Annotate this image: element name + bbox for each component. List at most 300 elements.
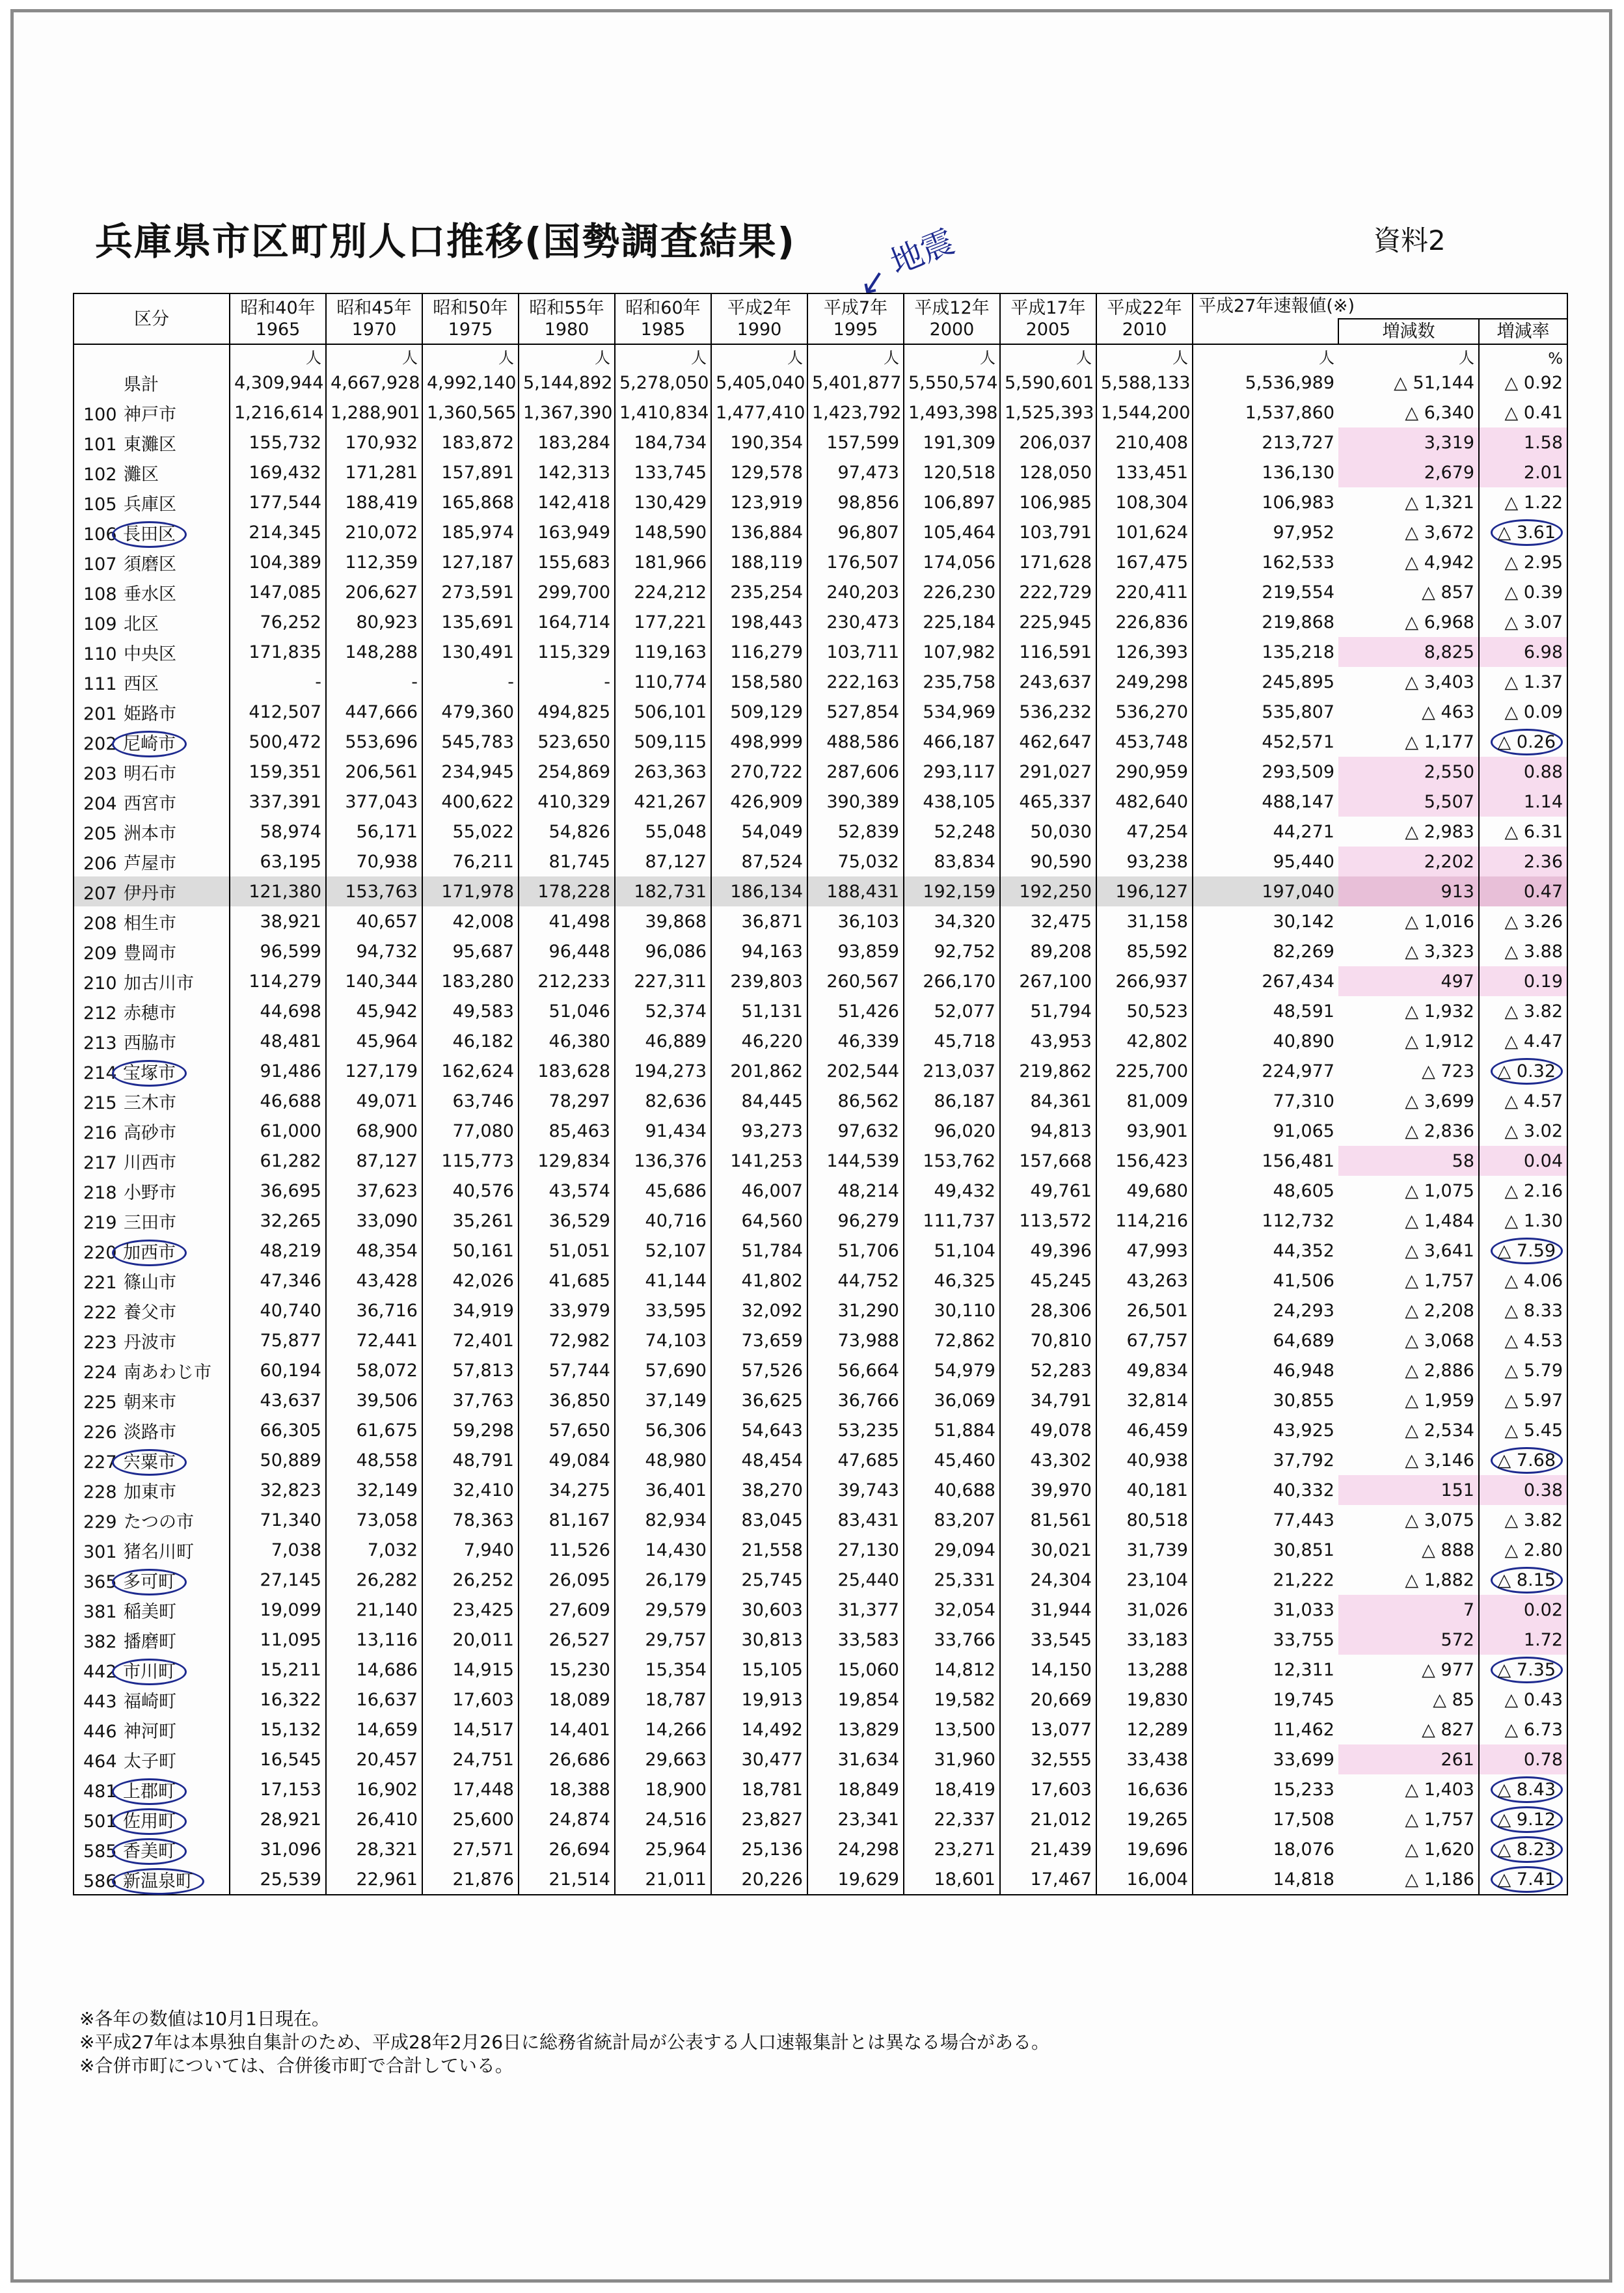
change-rate-header: 増減率 — [1479, 319, 1567, 344]
population-cell: 36,103 — [807, 906, 904, 936]
population-cell: 183,280 — [422, 966, 519, 996]
population-cell: 46,889 — [615, 1026, 711, 1056]
population-cell: 52,374 — [615, 996, 711, 1026]
table-row — [74, 1176, 1567, 1206]
district-cell — [74, 1535, 230, 1565]
population-cell: 226,230 — [904, 577, 1000, 607]
population-cell: 174,056 — [904, 547, 1000, 577]
population-cell: 45,460 — [904, 1445, 1000, 1475]
population-cell: 40,688 — [904, 1475, 1000, 1505]
district-name: 市川町 — [112, 1659, 187, 1685]
population-cell: 18,089 — [519, 1685, 615, 1715]
population-cell: 51,131 — [711, 996, 807, 1026]
district-name: 須磨区 — [124, 554, 176, 575]
population-cell: 13,829 — [807, 1715, 904, 1744]
population-cell: 31,158 — [1096, 906, 1193, 936]
population-cell: 136,884 — [711, 517, 807, 547]
district-cell — [74, 1834, 230, 1864]
circled-rate-value: △ 3.61 — [1491, 519, 1563, 546]
page-title: 兵庫県市区町別人口推移(国勢調査結果) — [95, 219, 796, 264]
population-cell: 32,149 — [326, 1475, 422, 1505]
population-cell: 33,583 — [807, 1625, 904, 1655]
population-cell: 54,049 — [711, 817, 807, 847]
year-header: 昭和40年 1965 — [230, 293, 326, 344]
population-cell: 235,254 — [711, 577, 807, 607]
population-cell: 76,252 — [230, 607, 326, 637]
population-cell: 509,129 — [711, 697, 807, 727]
district-cell — [74, 697, 230, 727]
population-cell: 31,739 — [1096, 1535, 1193, 1565]
population-cell: 509,115 — [615, 727, 711, 757]
unit-label: 人 — [1338, 344, 1479, 368]
change-rate-cell: △ 5.79 — [1479, 1355, 1567, 1385]
population-cell: 13,288 — [1096, 1655, 1193, 1685]
population-cell: 40,181 — [1096, 1475, 1193, 1505]
year-header: 平成7年 1995 — [807, 293, 904, 344]
district-name: 佐用町 — [112, 1808, 187, 1835]
population-cell: 136,376 — [615, 1146, 711, 1176]
table-row — [74, 697, 1567, 727]
population-cell: 24,304 — [1000, 1565, 1096, 1595]
district-name: 相生市 — [124, 913, 176, 934]
district-code: 201 — [83, 703, 117, 724]
population-cell: 219,868 — [1262, 612, 1334, 632]
population-cell: 213,037 — [904, 1056, 1000, 1086]
district-name: 姫路市 — [124, 703, 176, 724]
population-cell: 136,130 — [1262, 462, 1334, 483]
population-cell: 49,396 — [1000, 1236, 1096, 1266]
population-cell: 42,802 — [1096, 1026, 1193, 1056]
change-rate-cell: △ 3.82 — [1479, 1505, 1567, 1535]
population-cell: 64,689 — [1273, 1330, 1334, 1351]
population-cell: 19,745 — [1273, 1689, 1334, 1710]
district-name: 灘区 — [124, 464, 159, 485]
population-cell: 235,758 — [904, 667, 1000, 697]
district-cell — [74, 996, 230, 1026]
population-cell: 536,232 — [1000, 697, 1096, 727]
population-cell: 55,048 — [615, 817, 711, 847]
change-count-cell: △ 1,177 — [1338, 727, 1479, 757]
unit-label: 人 — [326, 344, 422, 368]
population-cell: 49,078 — [1000, 1415, 1096, 1445]
district-name: 芦屋市 — [124, 853, 176, 874]
population-cell: 93,859 — [807, 936, 904, 966]
district-cell — [74, 1355, 230, 1385]
population-cell: 63,195 — [230, 847, 326, 876]
circled-rate-value: △ 8.15 — [1491, 1567, 1563, 1594]
table-row — [74, 457, 1567, 487]
change-count-cell: △ 1,932 — [1338, 996, 1479, 1026]
population-cell: 48,214 — [807, 1176, 904, 1206]
population-cell: 14,812 — [904, 1655, 1000, 1685]
population-cell: 267,434 — [1262, 971, 1334, 992]
district-cell — [74, 368, 230, 398]
population-cell: 438,105 — [904, 787, 1000, 817]
table-row — [74, 1325, 1567, 1355]
population-cell: 178,228 — [519, 876, 615, 906]
population-cell: 36,625 — [711, 1385, 807, 1415]
population-cell: 30,110 — [904, 1296, 1000, 1325]
population-cell: 147,085 — [230, 577, 326, 607]
table-row — [74, 1236, 1567, 1266]
change-rate-cell: 0.88 — [1479, 757, 1567, 787]
district-name: 猪名川町 — [124, 1541, 194, 1562]
change-count-cell: △ 2,886 — [1338, 1355, 1479, 1385]
population-cell: 44,752 — [807, 1266, 904, 1296]
change-rate-cell: 0.04 — [1479, 1146, 1567, 1176]
population-cell: 48,354 — [326, 1236, 422, 1266]
header-row — [74, 293, 1567, 319]
population-cell: 183,628 — [519, 1056, 615, 1086]
year-header: 平成22年 2010 — [1096, 293, 1193, 344]
population-cell: 21,011 — [615, 1864, 711, 1895]
population-cell: 15,230 — [519, 1655, 615, 1685]
population-cell: 201,862 — [711, 1056, 807, 1086]
population-cell: 14,401 — [519, 1715, 615, 1744]
population-cell: 19,099 — [230, 1595, 326, 1625]
population-cell: 18,419 — [904, 1774, 1000, 1804]
change-rate-cell — [1479, 1804, 1567, 1834]
population-cell: 39,743 — [807, 1475, 904, 1505]
table-row — [74, 398, 1567, 427]
change-count-cell: 58 — [1338, 1146, 1479, 1176]
population-cell: 171,281 — [326, 457, 422, 487]
population-cell: 19,582 — [904, 1685, 1000, 1715]
population-cell: 222,163 — [807, 667, 904, 697]
population-cell: 227,311 — [615, 966, 711, 996]
district-code: 219 — [83, 1212, 117, 1233]
population-cell: 46,220 — [711, 1026, 807, 1056]
population-cell: 26,282 — [326, 1565, 422, 1595]
district-name: 東灘区 — [124, 434, 176, 455]
population-cell: 21,140 — [326, 1595, 422, 1625]
change-rate-cell: △ 3.82 — [1479, 996, 1567, 1026]
population-cell: 188,119 — [711, 547, 807, 577]
population-cell: 72,401 — [422, 1325, 519, 1355]
table-row — [74, 1026, 1567, 1056]
population-cell: 48,558 — [326, 1445, 422, 1475]
population-cell: 29,094 — [904, 1535, 1000, 1565]
population-cell: 240,203 — [807, 577, 904, 607]
population-cell: 32,814 — [1096, 1385, 1193, 1415]
district-code: 382 — [83, 1631, 117, 1652]
table-row — [74, 1834, 1567, 1864]
district-code: 365 — [83, 1571, 117, 1592]
district-cell — [74, 1176, 230, 1206]
population-cell: 25,539 — [230, 1864, 326, 1895]
population-cell: 67,757 — [1096, 1325, 1193, 1355]
population-cell: 133,451 — [1096, 457, 1193, 487]
population-cell: 14,659 — [326, 1715, 422, 1744]
population-cell: 33,755 — [1273, 1629, 1334, 1650]
population-cell: 36,766 — [807, 1385, 904, 1415]
change-rate-cell: 0.47 — [1479, 876, 1567, 906]
population-cell: 14,818 — [1193, 1864, 1338, 1895]
population-cell: 31,033 — [1273, 1599, 1334, 1620]
population-cell: 57,813 — [422, 1355, 519, 1385]
district-name: 神戸市 — [124, 404, 176, 425]
population-cell: 17,448 — [422, 1774, 519, 1804]
population-cell: 181,966 — [615, 547, 711, 577]
population-cell: 23,104 — [1096, 1565, 1193, 1595]
population-cell: 78,297 — [519, 1086, 615, 1116]
change-count-cell: △ 4,942 — [1338, 547, 1479, 577]
population-cell: 482,640 — [1096, 787, 1193, 817]
population-cell: 21,012 — [1000, 1804, 1096, 1834]
change-rate-cell: △ 2.95 — [1479, 547, 1567, 577]
population-cell: 188,419 — [326, 487, 422, 517]
population-cell: 97,473 — [807, 457, 904, 487]
population-cell: 39,970 — [1000, 1475, 1096, 1505]
population-cell: 452,571 — [1262, 731, 1334, 752]
district-cell — [74, 607, 230, 637]
population-cell: 43,302 — [1000, 1445, 1096, 1475]
population-cell: 96,279 — [807, 1206, 904, 1236]
district-code: 221 — [83, 1272, 117, 1293]
population-cell: 220,411 — [1096, 577, 1193, 607]
district-name: 篠山市 — [124, 1272, 176, 1293]
district-cell — [74, 517, 230, 547]
population-cell: 162,533 — [1262, 552, 1334, 573]
district-cell — [74, 966, 230, 996]
district-cell — [74, 936, 230, 966]
population-cell: 30,142 — [1273, 911, 1334, 932]
population-cell: 31,290 — [807, 1296, 904, 1325]
change-rate-cell: △ 2.16 — [1479, 1176, 1567, 1206]
population-cell: 42,008 — [422, 906, 519, 936]
change-rate-cell: △ 4.47 — [1479, 1026, 1567, 1056]
population-cell: 81,167 — [519, 1505, 615, 1535]
change-count-cell: △ 857 — [1338, 577, 1479, 607]
district-code: 443 — [83, 1691, 117, 1712]
table-row — [74, 1685, 1567, 1715]
district-code: 301 — [83, 1541, 117, 1562]
table-row — [74, 1565, 1567, 1595]
population-cell: 182,731 — [615, 876, 711, 906]
population-cell: 74,103 — [615, 1325, 711, 1355]
population-cell: 4,992,140 — [422, 368, 519, 398]
change-count-cell: △ 723 — [1338, 1056, 1479, 1086]
district-cell — [74, 1685, 230, 1715]
population-cell: 51,046 — [519, 996, 615, 1026]
population-cell: 198,443 — [711, 607, 807, 637]
population-cell: 95,687 — [422, 936, 519, 966]
table-row — [74, 517, 1567, 547]
population-cell: 164,714 — [519, 607, 615, 637]
population-cell: 16,637 — [326, 1685, 422, 1715]
district-name: 長田区 — [112, 521, 187, 548]
district-cell — [74, 1086, 230, 1116]
district-name: 播磨町 — [124, 1631, 176, 1652]
population-cell: 239,803 — [711, 966, 807, 996]
district-name: 上郡町 — [112, 1778, 187, 1805]
circled-rate-value: △ 7.68 — [1491, 1447, 1563, 1474]
population-cell: 34,275 — [519, 1475, 615, 1505]
change-count-cell: △ 1,403 — [1338, 1774, 1479, 1804]
population-cell: 11,526 — [519, 1535, 615, 1565]
district-cell — [74, 876, 230, 906]
document-label: 資料2 — [1374, 224, 1446, 256]
population-cell: - — [519, 667, 615, 697]
population-cell: 33,090 — [326, 1206, 422, 1236]
population-table — [73, 293, 1568, 1895]
change-rate-cell: △ 4.53 — [1479, 1325, 1567, 1355]
population-cell: 112,359 — [326, 547, 422, 577]
district-cell — [74, 637, 230, 667]
district-cell — [74, 398, 230, 427]
population-cell: 54,826 — [519, 817, 615, 847]
population-cell: 31,960 — [904, 1744, 1000, 1774]
population-cell: 77,310 — [1273, 1091, 1334, 1111]
unit-label: 人 — [519, 344, 615, 368]
population-cell: 157,668 — [1000, 1146, 1096, 1176]
population-cell: 19,913 — [711, 1685, 807, 1715]
district-name: 三木市 — [124, 1092, 176, 1113]
population-cell: 83,431 — [807, 1505, 904, 1535]
district-code: 202 — [83, 733, 117, 754]
population-cell: 30,477 — [711, 1744, 807, 1774]
population-cell: 128,050 — [1000, 457, 1096, 487]
population-cell: 43,574 — [519, 1176, 615, 1206]
population-cell: 45,942 — [326, 996, 422, 1026]
year-header: 平成17年 2005 — [1000, 293, 1096, 344]
population-cell: 59,298 — [422, 1415, 519, 1445]
population-cell: 66,305 — [230, 1415, 326, 1445]
population-cell: 57,690 — [615, 1355, 711, 1385]
unit-label: 人 — [422, 344, 519, 368]
population-cell: 11,462 — [1273, 1719, 1334, 1740]
table-row — [74, 667, 1567, 697]
population-cell: 24,751 — [422, 1744, 519, 1774]
population-cell: 70,810 — [1000, 1325, 1096, 1355]
population-cell: 12,289 — [1096, 1715, 1193, 1744]
table-row — [74, 1415, 1567, 1445]
population-cell: 95,440 — [1273, 851, 1334, 872]
population-cell: 34,791 — [1000, 1385, 1096, 1415]
change-rate-cell — [1479, 1565, 1567, 1595]
population-cell: 225,184 — [904, 607, 1000, 637]
population-cell: 111,737 — [904, 1206, 1000, 1236]
change-rate-cell — [1479, 727, 1567, 757]
population-cell: 25,331 — [904, 1565, 1000, 1595]
table-row — [74, 1655, 1567, 1685]
population-cell: 57,744 — [519, 1355, 615, 1385]
population-cell: 20,669 — [1000, 1685, 1096, 1715]
population-cell: 1,288,901 — [326, 398, 422, 427]
population-cell: 155,683 — [519, 547, 615, 577]
population-cell: 61,675 — [326, 1415, 422, 1445]
table-row — [74, 1385, 1567, 1415]
district-name: 加西市 — [112, 1240, 187, 1266]
change-rate-cell: 1.58 — [1479, 427, 1567, 457]
population-cell: 190,354 — [711, 427, 807, 457]
population-cell: 32,475 — [1000, 906, 1096, 936]
population-cell: 44,271 — [1273, 821, 1334, 842]
population-cell: 1,367,390 — [519, 398, 615, 427]
population-cell: 57,650 — [519, 1415, 615, 1445]
unit-label: 人 — [1000, 344, 1096, 368]
district-cell — [74, 1864, 230, 1895]
population-cell: 113,572 — [1000, 1206, 1096, 1236]
change-count-header: 増減数 — [1338, 319, 1479, 344]
table-row — [74, 427, 1567, 457]
population-cell: 50,889 — [230, 1445, 326, 1475]
change-count-cell: △ 51,144 — [1338, 368, 1479, 398]
change-count-cell: 261 — [1338, 1744, 1479, 1774]
population-cell: 14,517 — [422, 1715, 519, 1744]
population-cell: 14,686 — [326, 1655, 422, 1685]
district-code: 213 — [83, 1033, 117, 1053]
population-cell: 224,977 — [1262, 1061, 1334, 1081]
district-name: 尼崎市 — [112, 731, 187, 757]
circled-rate-value: △ 8.23 — [1491, 1836, 1563, 1863]
district-code: 223 — [83, 1332, 117, 1353]
population-cell: 28,306 — [1000, 1296, 1096, 1325]
district-cell — [74, 906, 230, 936]
district-cell — [74, 1505, 230, 1535]
population-cell: 177,221 — [615, 607, 711, 637]
circled-rate-value: △ 8.43 — [1491, 1776, 1563, 1803]
table-row — [74, 817, 1567, 847]
population-cell: 106,985 — [1000, 487, 1096, 517]
table-row — [74, 757, 1567, 787]
population-cell: 266,937 — [1096, 966, 1193, 996]
population-cell: 19,696 — [1096, 1834, 1193, 1864]
population-cell: 104,389 — [230, 547, 326, 577]
population-cell: 1,477,410 — [711, 398, 807, 427]
population-cell: 273,591 — [422, 577, 519, 607]
change-count-cell: 497 — [1338, 966, 1479, 996]
population-cell: 176,507 — [807, 547, 904, 577]
population-cell: 447,666 — [326, 697, 422, 727]
population-cell: 170,932 — [326, 427, 422, 457]
change-count-cell: 913 — [1338, 876, 1479, 906]
district-cell — [74, 1266, 230, 1296]
population-cell: 15,354 — [615, 1655, 711, 1685]
population-cell: 148,590 — [615, 517, 711, 547]
change-rate-cell: 2.01 — [1479, 457, 1567, 487]
district-code: 217 — [83, 1152, 117, 1173]
population-cell: 16,545 — [230, 1744, 326, 1774]
change-count-cell: △ 2,208 — [1338, 1296, 1479, 1325]
district-code: 110 — [83, 644, 117, 664]
population-cell: 46,007 — [711, 1176, 807, 1206]
population-cell: 46,339 — [807, 1026, 904, 1056]
population-cell: 158,580 — [711, 667, 807, 697]
population-cell: 107,982 — [904, 637, 1000, 667]
change-count-cell: △ 3,641 — [1338, 1236, 1479, 1266]
district-cell — [74, 817, 230, 847]
district-code: 107 — [83, 554, 117, 575]
population-cell: 337,391 — [230, 787, 326, 817]
population-cell: 37,792 — [1273, 1450, 1334, 1471]
population-cell: 35,261 — [422, 1206, 519, 1236]
change-rate-cell — [1479, 1774, 1567, 1804]
population-cell: 267,100 — [1000, 966, 1096, 996]
population-cell: 49,071 — [326, 1086, 422, 1116]
population-cell: 167,475 — [1096, 547, 1193, 577]
district-cell — [74, 1385, 230, 1415]
change-count-cell: △ 1,016 — [1338, 906, 1479, 936]
population-cell: 51,104 — [904, 1236, 1000, 1266]
population-cell: 49,761 — [1000, 1176, 1096, 1206]
change-count-cell: △ 3,068 — [1338, 1325, 1479, 1355]
population-cell: 135,218 — [1262, 642, 1334, 662]
population-cell: 37,763 — [422, 1385, 519, 1415]
table-row — [74, 547, 1567, 577]
district-cell — [74, 1415, 230, 1445]
population-cell: - — [326, 667, 422, 697]
